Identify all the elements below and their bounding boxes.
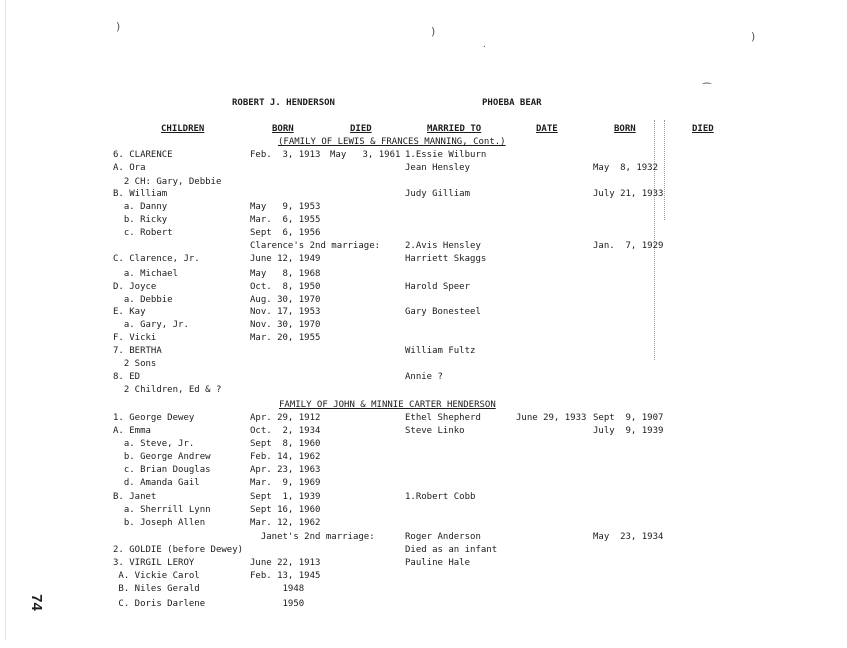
spouse-name: Judy Gilliam — [405, 189, 471, 199]
birth-date: Oct. 8, 1950 — [250, 282, 321, 292]
spouse-name: Pauline Hale — [405, 558, 471, 568]
spouse-name: 1.Robert Cobb — [405, 492, 476, 502]
spouse-name: Harold Speer — [405, 282, 471, 292]
birth-date: Mar. 20, 1955 — [250, 333, 321, 343]
birth-date: Sept 1, 1939 — [250, 492, 321, 502]
child-name: a. Debbie — [113, 295, 173, 305]
marriage-date: June 29, 1933 — [516, 413, 587, 423]
child-name: a. Sherrill Lynn — [113, 505, 211, 515]
birth-date: Nov. 30, 1970 — [250, 320, 321, 330]
spouse-birth-date: Sept 9, 1907 — [593, 413, 664, 423]
birth-date: Apr. 29, 1912 — [250, 413, 321, 423]
spouse-birth-date: Jan. 7, 1929 — [593, 241, 664, 251]
birth-date: Clarence's 2nd marriage: — [250, 241, 381, 251]
birth-date: Feb. 14, 1962 — [250, 452, 321, 462]
child-name: A. Ora — [113, 163, 146, 173]
child-name: 8. ED — [113, 372, 141, 382]
spouse-birth-date: July 21, 1933 — [593, 189, 664, 199]
scan-mark: ⁀ — [703, 84, 712, 95]
child-name: c. Brian Douglas — [113, 465, 211, 475]
birth-date: Apr. 23, 1963 — [250, 465, 321, 475]
col-spouse-died: DIED — [692, 124, 714, 134]
birth-date: Mar. 6, 1955 — [250, 215, 321, 225]
birth-date: Mar. 9, 1969 — [250, 478, 321, 488]
child-name: a. Gary, Jr. — [113, 320, 189, 330]
column-rule — [654, 120, 656, 360]
spouse-birth-date: May 23, 1934 — [593, 532, 664, 542]
spouse-name: Ethel Shepherd — [405, 413, 481, 423]
spouse-name: 2.Avis Hensley — [405, 241, 481, 251]
col-spouse-born: BORN — [614, 124, 636, 134]
child-name: B. William — [113, 189, 168, 199]
child-name: D. Joyce — [113, 282, 157, 292]
spouse-name: Roger Anderson — [405, 532, 481, 542]
child-name: C. Clarence, Jr. — [113, 254, 200, 264]
birth-date: Sept 6, 1956 — [250, 228, 321, 238]
spouse-name: Jean Hensley — [405, 163, 471, 173]
birth-date: Sept 16, 1960 — [250, 505, 321, 515]
page-number: 74 — [27, 594, 45, 611]
scan-mark: . — [482, 40, 487, 49]
birth-date: Mar. 12, 1962 — [250, 518, 321, 528]
spouse-name: Gary Bonesteel — [405, 307, 481, 317]
child-name: F. Vicki — [113, 333, 157, 343]
child-name: 1. George Dewey — [113, 413, 195, 423]
child-name: b. George Andrew — [113, 452, 211, 462]
spouse-name: Annie ? — [405, 372, 443, 382]
child-name: B. Niles Gerald — [113, 584, 200, 594]
birth-date: Oct. 2, 1934 — [250, 426, 321, 436]
death-date: May 3, 1961 — [330, 150, 401, 160]
child-name: E. Kay — [113, 307, 146, 317]
spouse-name: Harriett Skaggs — [405, 254, 487, 264]
child-name: 3. VIRGIL LEROY — [113, 558, 195, 568]
child-name: b. Joseph Allen — [113, 518, 206, 528]
birth-date: 1948 — [250, 584, 305, 594]
col-died: DIED — [350, 124, 372, 134]
spouse-name: Died as an infant — [405, 545, 498, 555]
birth-date: May 8, 1968 — [250, 269, 321, 279]
birth-date: Feb. 13, 1945 — [250, 571, 321, 581]
scan-mark: ) — [750, 30, 757, 43]
scan-mark: ) — [115, 20, 122, 33]
child-name: b. Ricky — [113, 215, 168, 225]
col-date: DATE — [536, 124, 558, 134]
husband-name: ROBERT J. HENDERSON — [232, 98, 335, 108]
birth-date: Sept 8, 1960 — [250, 439, 321, 449]
child-name: a. Steve, Jr. — [113, 439, 195, 449]
child-name: 2 Children, Ed & ? — [113, 385, 222, 395]
spouse-birth-date: July 9, 1939 — [593, 426, 664, 436]
child-name: 2 Sons — [113, 359, 157, 369]
birth-date: Feb. 3, 1913 — [250, 150, 321, 160]
child-name: a. Danny — [113, 202, 168, 212]
spouse-birth-date: May 8, 1932 — [593, 163, 659, 173]
birth-date: 1950 — [250, 599, 305, 609]
birth-date: May 9, 1953 — [250, 202, 321, 212]
scan-mark: ) — [430, 25, 437, 38]
child-name: C. Doris Darlene — [113, 599, 206, 609]
child-name: d. Amanda Gail — [113, 478, 200, 488]
page-edge — [5, 0, 6, 640]
child-name: 2 CH: Gary, Debbie — [113, 177, 222, 187]
spouse-name: Steve Linko — [405, 426, 465, 436]
spouse-name: 1.Essie Wilburn — [405, 150, 487, 160]
child-name: A. Emma — [113, 426, 151, 436]
col-children: CHILDREN — [161, 124, 205, 134]
child-name: 2. GOLDIE (before Dewey) — [113, 545, 244, 555]
child-name: 6. CLARENCE — [113, 150, 173, 160]
child-name: B. Janet — [113, 492, 157, 502]
child-name: A. Vickie Carol — [113, 571, 200, 581]
section-title: FAMILY OF JOHN & MINNIE CARTER HENDERSON — [279, 400, 496, 410]
wife-name: PHOEBA BEAR — [482, 98, 542, 108]
child-name: c. Robert — [113, 228, 173, 238]
birth-date: June 12, 1949 — [250, 254, 321, 264]
child-name: 7. BERTHA — [113, 346, 162, 356]
birth-date: Janet's 2nd marriage: — [250, 532, 375, 542]
section-title: (FAMILY OF LEWIS & FRANCES MANNING, Cont.) — [278, 137, 506, 147]
spouse-name: William Fultz — [405, 346, 476, 356]
child-name: a. Michael — [113, 269, 179, 279]
col-born: BORN — [272, 124, 294, 134]
birth-date: Aug. 30, 1970 — [250, 295, 321, 305]
column-rule — [664, 120, 666, 220]
col-married-to: MARRIED TO — [427, 124, 482, 134]
birth-date: June 22, 1913 — [250, 558, 321, 568]
birth-date: Nov. 17, 1953 — [250, 307, 321, 317]
